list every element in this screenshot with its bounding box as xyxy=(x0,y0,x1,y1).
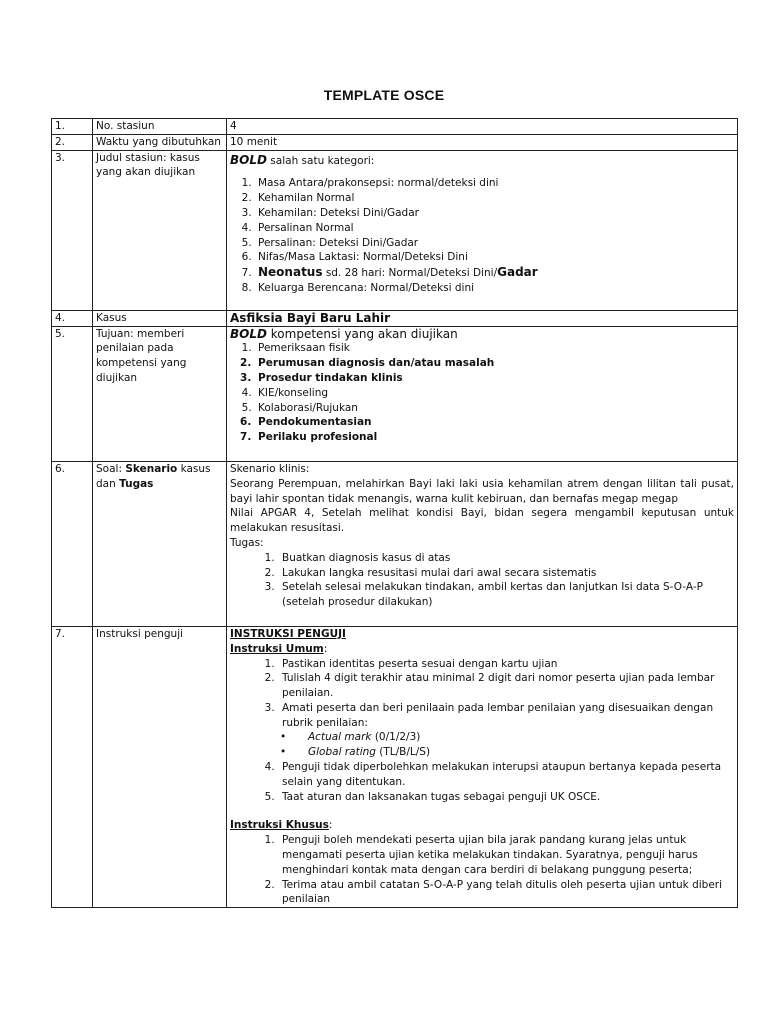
intro-text: salah satu kategori: xyxy=(266,154,375,167)
list-item: 2. Terima atau ambil catatan S-O-A-P yang telah ditulis oleh peserta ujian untuk diberi penilaian xyxy=(278,878,734,908)
bold-keyword: Gadar xyxy=(497,265,538,280)
bold-keyword: BOLD xyxy=(230,152,267,167)
row-label xyxy=(93,461,227,626)
row-number: 5. xyxy=(52,326,93,461)
list-item: 3. Kehamilan: Deteksi Dini/Gadar xyxy=(255,206,734,221)
category-list xyxy=(230,176,734,295)
row-label: Waktu yang dibutuhkan xyxy=(93,134,227,150)
bullet-item xyxy=(304,745,734,760)
list-item: 2. Tulislah 4 digit terakhir atau minimal 2 digit dari nomor peserta ujian pada lembar penilaian. xyxy=(278,671,734,701)
rating-bullet-list xyxy=(282,730,734,760)
italic-term: Actual mark xyxy=(308,731,372,744)
row-number: 7. xyxy=(52,626,93,907)
list-item: 4. Penguji tidak diperbolehkan melakukan interupsi ataupun bertanya kepada peserta selain yang ditentukan. xyxy=(278,760,734,790)
competency-intro xyxy=(230,327,734,342)
section-label: Instruksi Khusus xyxy=(230,819,329,832)
instructions-heading: INSTRUKSI PENGUJI xyxy=(230,627,346,640)
list-item: 6. Pendokumentasian xyxy=(255,415,734,430)
label-bold: Skenario xyxy=(125,462,178,475)
label-bold: Tugas xyxy=(119,477,154,490)
row-number: 2. xyxy=(52,134,93,150)
list-item: 1. Pemeriksaan fisik xyxy=(255,341,734,356)
list-item: 4. Persalinan Normal xyxy=(255,221,734,236)
scenario-heading: Skenario klinis: xyxy=(230,462,310,475)
list-item: 5. Taat aturan dan laksanakan tugas sebagai penguji UK OSCE. xyxy=(278,790,734,805)
list-item xyxy=(255,265,734,281)
scenario-paragraph: Nilai APGAR 4, Setelah melihat kondisi Bayi, bidan segera mengambil keputusan untuk melakukan resusitasi. xyxy=(230,507,734,535)
list-item: 7. Perilaku profesional xyxy=(255,430,734,445)
specific-instructions-heading: Instruksi Khusus: xyxy=(230,819,333,832)
section-label: Instruksi Umum xyxy=(230,642,324,655)
list-item: 3. Setelah selesai melakukan tindakan, ambil kertas dan lanjutkan Isi data S-O-A-P (setelah prosedur dilakukan) xyxy=(278,580,734,610)
case-title: Asfiksia Bayi Baru Lahir xyxy=(227,310,738,326)
label-text: Soal: xyxy=(96,462,126,475)
tasks-heading: Tugas: xyxy=(230,536,264,549)
list-item: 1. Masa Antara/prakonsepsi: normal/deteksi dini xyxy=(255,176,734,191)
list-item: 8. Keluarga Berencana: Normal/Deteksi dini xyxy=(255,281,734,296)
row-label: Kasus xyxy=(93,310,227,326)
italic-term: Global rating xyxy=(308,746,376,759)
row-number: 6. xyxy=(52,461,93,626)
row-value xyxy=(227,626,738,907)
list-item: 1. Buatkan diagnosis kasus di atas xyxy=(278,551,734,566)
row-value xyxy=(227,326,738,461)
table-row xyxy=(52,310,738,326)
bold-keyword: BOLD xyxy=(230,326,267,341)
row-label: Tujuan: memberi penilaian pada kompetensi yang diujikan xyxy=(93,326,227,461)
row-value: 10 menit xyxy=(227,134,738,150)
list-item: 5. Persalinan: Deteksi Dini/Gadar xyxy=(255,236,734,251)
list-item: 5. Kolaborasi/Rujukan xyxy=(255,401,734,416)
row-value xyxy=(227,150,738,310)
table-row xyxy=(52,150,738,310)
list-item: 4. KIE/konseling xyxy=(255,386,734,401)
bullet-item xyxy=(304,730,734,745)
list-item: 3. Prosedur tindakan klinis xyxy=(255,371,734,386)
table-row xyxy=(52,134,738,150)
general-instructions-list xyxy=(230,657,734,805)
category-intro xyxy=(230,151,734,169)
list-item: 6. Nifas/Masa Laktasi: Normal/Deteksi Dini xyxy=(255,250,734,265)
document-title: TEMPLATE OSCE xyxy=(323,87,445,103)
task-list xyxy=(230,551,734,610)
row-number: 3. xyxy=(52,150,93,310)
competency-list xyxy=(230,341,734,445)
list-item: 2. Kehamilan Normal xyxy=(255,191,734,206)
item-text: sd. 28 hari: Normal/Deteksi Dini/ xyxy=(322,267,498,280)
scenario-paragraph: Seorang Perempuan, melahirkan Bayi laki laki usia kehamilan atrem dengan lilitan tali pusat, bayi lahir spontan tidak menangis, warna kulit kebiruan, dan bernafas megap megap xyxy=(230,477,734,505)
list-item: 2. Perumusan diagnosis dan/atau masalah xyxy=(255,356,734,371)
item-text: (TL/B/L/S) xyxy=(375,746,431,759)
list-item: 1. Pastikan identitas peserta sesuai dengan kartu ujian xyxy=(278,657,734,672)
row-value xyxy=(227,461,738,626)
item-text: Amati peserta dan beri penilaain pada lembar penilaian yang disesuaikan dengan rubrik penilaian: xyxy=(282,701,714,729)
table-row xyxy=(52,119,738,135)
general-instructions-heading: Instruksi Umum: xyxy=(230,642,328,655)
list-item: 2. Lakukan langka resusitasi mulai dari awal secara sistematis xyxy=(278,566,734,581)
list-item xyxy=(278,701,734,760)
table-row xyxy=(52,326,738,461)
bold-keyword: Neonatus xyxy=(258,265,323,280)
osce-table xyxy=(51,118,738,908)
row-number: 4. xyxy=(52,310,93,326)
row-label: No. stasiun xyxy=(93,119,227,135)
item-text: (0/1/2/3) xyxy=(371,731,421,744)
specific-instructions-list xyxy=(230,833,734,907)
table-row xyxy=(52,626,738,907)
row-number: 1. xyxy=(52,119,93,135)
row-label: Instruksi penguji xyxy=(93,626,227,907)
list-item: 1. Penguji boleh mendekati peserta ujian bila jarak pandang kurang jelas untuk mengamati peserta ujian ketika melakukan tindakan. Syaratnya, penguji harus menghindari kontak mata dengan cara berdiri di belakang punggung peserta; xyxy=(278,833,734,877)
intro-text: kompetensi yang akan diujikan xyxy=(266,326,458,341)
row-label: Judul stasiun: kasus yang akan diujikan xyxy=(93,150,227,310)
table-row xyxy=(52,461,738,626)
label-text: kasus dan xyxy=(96,462,211,490)
row-value: 4 xyxy=(227,119,738,135)
